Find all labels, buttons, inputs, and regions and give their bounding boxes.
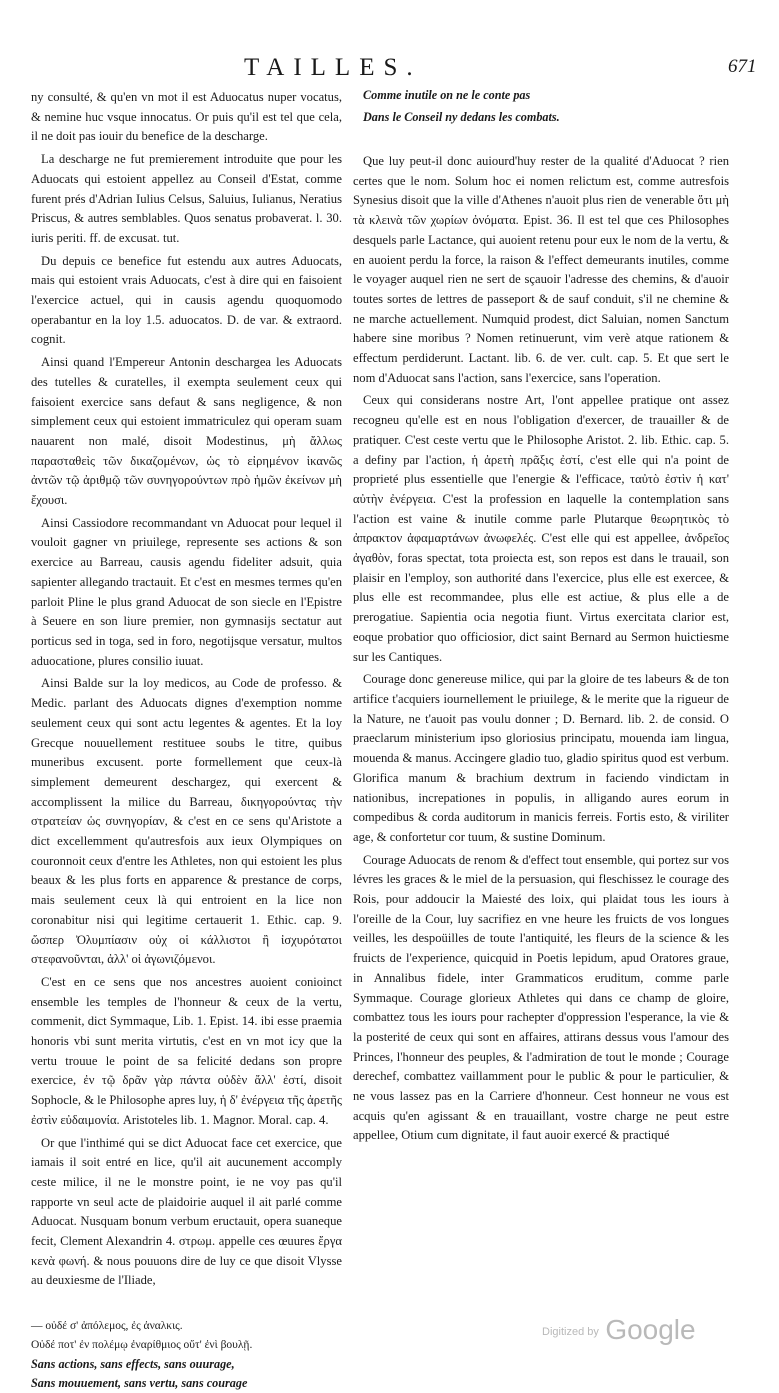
right-column bbox=[353, 86, 729, 1149]
verse-greek-line-1: — οὐδέ σ' ἀπόλεμος, ἐς ἀναλκις. bbox=[31, 1320, 183, 1333]
right-paragraph-2: Ceux qui considerans nostre Art, l'ont appellee pratique ont assez recogneu qu'elle est en nous l'obligation d'exercer, de trauailler & de pratiquer. C'est ceste vertu que le Philosophe Aristot. 2. lib. Ethic. cap. 5. a definy par l'action, ἡ ἀρετὴ πρᾶξις ἐστί, c'est elle qui n'a point de proprieté plus essentielle que l'energie & l'efficace, ταὐτὸ ἐστὶν ἡ κατ' αὐτὴν ἐνέργεια. C'est la profession en laquelle la contemplation sans l'action est vaine & inutile comme parle Plutarque θεωρητικὸς τὸ ἀπρακτον ἀφαμαρτάνων ἀνωφελές. C'est elle qui est appellee, ἀνδρεῖος ἀγαθὸν, foras spectat, tota proiecta est, son repos est dans le trauail, son plaisir en l'employ, son authorité dans l'exercice, plus elle est exercee, & plus elle est recommandee, plus elle est actiue, & plus elle a de prerogatiue. Sapientia ocia negotia fiunt. Virtus exercitata clarior est, eoque probatior quo officiosior, dict saint Bernard au Sermon huictiesme sur les Cantiques. bbox=[353, 393, 729, 664]
right-paragraph-4: Courage Aduocats de renom & d'effect tout ensemble, qui portez sur vos lévres les graces & le miel de la persuasion, qui fleschissez le courage des Rois, pour addoucir la Maiesté des loix, qui plaidat tous les iours à l'oreille de la Cour, luy sacrifiez en vne heure les fruicts de vos longues veilles, les despoüilles de toute l'antiquité, les fleurs de la science & les fruicts de l'experience, quicquid in Poetis lepidum, apud Oratores graue, in Annalibus fidele, inter Grammaticos eruditum, comme parle Symmaque. Courage glorieux Athletes qui dans ce champ de gloire, combattez tous les iours pour rachepter d'oppression l'esperance, la vie & la posterité de ceux qui sont en affaires, attirans dessus vous l'amour des Princes, l'honneur des peuples, & l'admiration de tout le monde ; Courage derechef, combattez vaillamment pour le public & pour le particulier, & ne vous lassez pas en la Carriere d'honneur. Cest honneur ne vous est acquis qu'en agissant & en trauaillant, vostre charge ne peut estre appellee, Otium cum dignitate, il faut auoir exercé & practiqué bbox=[353, 852, 729, 1143]
left-paragraph-7: C'est en ce sens que nos ancestres auoient conioinct ensemble les temples de l'honneur & ceux de la vertu, commenit, dict Symmaque, Lib. 1. Epist. 14. ibi esse praemia honoris vbi sunt merita virtutis, c'est en vn mot icy que la vertu trouue le point de sa felicité dedans son propre exercice, ἐν τῷ δρᾶν γὰρ πάντα οὐδὲν ἄλλ' ἐστί, disoit Sophocle, & le Philosophe apres luy, ἡ δ' ἐνέργεια τῆς ἀρετῆς ἐστὶν εὐδαιμονία. Aristoteles lib. 1. Magnor. Moral. cap. 4. bbox=[31, 974, 342, 1127]
page-number: 671 bbox=[728, 56, 757, 77]
left-paragraph-8: Or que l'inthimé qui se dict Aduocat face cet exercice, que iamais il soit entré en lice, qu'il ait aucunement accomply ceste milice, il ne le monstre point, ie ne voy pas qu'il rapporte vn seul acte de plaidoirie auquel il ait parlé comme Aduocat. Nusquam bonum verbum eructauit, opera suaneque fecit, Clement Alexandrin 4. στρωμ. appelle ces œuures ἔργα κενὰ φωνή. & nous pouuons dire de luy ce que disoit Vlysse au deuxiesme de l'Iliade, bbox=[31, 1135, 342, 1288]
digitized-watermark bbox=[542, 1314, 696, 1346]
left-column bbox=[31, 88, 342, 1393]
left-paragraph-5: Ainsi Cassiodore recommandant vn Aduocat pour lequel il vouloit gagner vn priuilege, represente ses actions & son exercice au Barreau, causis agendu fideliter adsuit, quia sapienter allegando tractauit. Et c'est en mesmes termes qu'en parloit Pline le plus grand Aduocat de son siecle en l'Epistre à Seuere en son liure premier, non gymnasijs sectatur aut porticus sed in toga, sed in foro, negotijsque versatur, multos aduocatione, plures consilio iuuat. bbox=[31, 515, 342, 668]
running-title: TAILLES. bbox=[244, 54, 422, 81]
watermark-prefix: Digitized by bbox=[542, 1326, 599, 1338]
verse-french-line-1: Sans actions, sans effects, sans ouurage, bbox=[31, 1357, 235, 1372]
verse-french-line-3: Comme inutile on ne le conte pas bbox=[363, 88, 531, 102]
left-paragraph-1: ny consulté, & qu'en vn mot il est Aduocatus nuper vocatus, & nemine huc vsque innocatus. Or puis qu'il est tel que cela, il ne doit pas iouir du benefice de la descharge. bbox=[31, 90, 342, 144]
google-logo: Google bbox=[605, 1314, 696, 1345]
verse-french-line-4: Dans le Conseil ny dedans les combats. bbox=[363, 110, 560, 124]
verse-french-line-2: Sans mouuement, sans vertu, sans courage bbox=[31, 1376, 248, 1391]
verse-greek-line-2: Οὐδέ ποτ' ἐν πολέμῳ ἐναρίθμιος οὔτ' ἐνὶ βουλῇ. bbox=[31, 1339, 253, 1352]
left-paragraph-3: Du depuis ce benefice fut estendu aux autres Aduocats, mais qui estoient vrais Aduocats, c'est à dire qui en faisoient l'exercice actuel, qui in causis agendu quoquomodo operabantur en la loy 1.5. aduocatos. D. de var. & extraord. cognit. bbox=[31, 253, 342, 347]
verse-block bbox=[31, 1317, 342, 1393]
left-paragraph-4: Ainsi quand l'Empereur Antonin deschargea les Aduocats des tutelles & curatelles, il exempta seulement ceux qui faisoient exercice sans defaut & sans negligence, & non simplement ceux qui estoient immatriculez qui operam suam nauarent non malé, disoit Modestinus, μὴ ἄλλως παρασταθεὶς τῶν δικαζομένων, ὡς τὸ εἰρημένον ἱκανῶς ἀντῶν τῷ ἀριθμῷ τῶν συνηγορούντων πρὸ ἡμῶν ἐκείνων μὴ ἔχουσι. bbox=[31, 355, 342, 508]
right-paragraph-3: Courage donc genereuse milice, qui par la gloire de tes labeurs & de ton artifice t'acquiers iournellement le priuilege, & le merite que la rigueur de la Nature, ne t'auoit pas voulu donner ; D. Bernard. lib. 2. de consid. O praeclarum ministerium ipso gloriosius principatu, mouenda iam lingua, mouenda & manus. Accingere gladio tuo, gladio spiritus quod est verbum. Glorifica manum & brachium dextrum in faciendo vindictam in nationibus, increpationes in populis, in alligando aures eorum in compedibus & corda auditorum in manicis ferreis. Fortis esto, & viriliter age, & confortetur cor tuum, & sustine Dominum. bbox=[353, 672, 729, 844]
page-header bbox=[0, 54, 779, 84]
left-paragraph-6: Ainsi Balde sur la loy medicos, au Code de professo. & Medic. parlant des Aduocats dignes d'exemption nomme seulement ceux qui sont actu legentes & agentes. Et la loy Grecque nouuellement restituee soubs le titre, quibus muneribus excusent. porte formellement que ceux-là simplement demeurent deschargez, qui exercent & accomplissent la milice du Barreau, δικηγορούντας τὴν στρατείαν ὡς συνηγορίαν, & c'est en ce sens qu'Aristote a dict excellemment qu'autresfois aux ieux Olympiques on couronnoit ceux d'entre les Athletes, non qui estoient les plus beaux & les plus forts en apparence & prestance de corps, mais seulement ceux là qui entroient en la lice non coronabitur nisi qui legitime certauerit 1. Ethic. cap. 9. ὥσπερ Ὀλυμπίασιν οὐχ οἱ κάλλιστοι ἢ ἰσχυρότατοι στεφανοῦνται, ἀλλ' οἱ ἀγωνιζόμενοι. bbox=[31, 676, 342, 967]
right-paragraph-1: Que luy peut-il donc auiourd'huy rester de la qualité d'Aduocat ? rien certes que le nom. Solum hoc ei nomen relictum est, comme autresfois Synesius disoit que la ville d'Athenes n'auoit plus rien de venerable ὅτι μὴ τὰ κλεινὰ τῶν χωρίων ὀνόματα. Epist. 36. Il est tel que ces Philosophes desquels parle Lactance, qui auoient retenu pour eux le nom de la vertu, & en auoient perdu la force, la raison & l'effect demeurants inutiles, comme le voyager auquel rien ne sert de sçauoir l'adresse des chemins, & d'auoir toutes sortes de lettres de passeport & de sauf conduit, s'il ne chemine & ne marche actuellement. Numquid prodest, dict Saluian, nomen Sanctum habere sine moribus ? Nomen retinuerunt, vim verè atque rationem & effectum perdiderunt. Lactant. lib. 6. de ver. cult. cap. 5. Et que sert le nom d'Aduocat sans l'action, sans l'exercice, sans l'operation. bbox=[353, 154, 729, 385]
left-paragraph-2: La descharge ne fut premierement introduite que pour les Aduocats qui estoient appellez au Conseil d'Estat, comme furent prés d'Adrian Iulius Celsus, Saluius, Iulianus, Neratius Priscus, & autres semblables. Quos senatus probaverat. l. 30. iuris periti. ff. de excusat. tut. bbox=[31, 152, 342, 245]
